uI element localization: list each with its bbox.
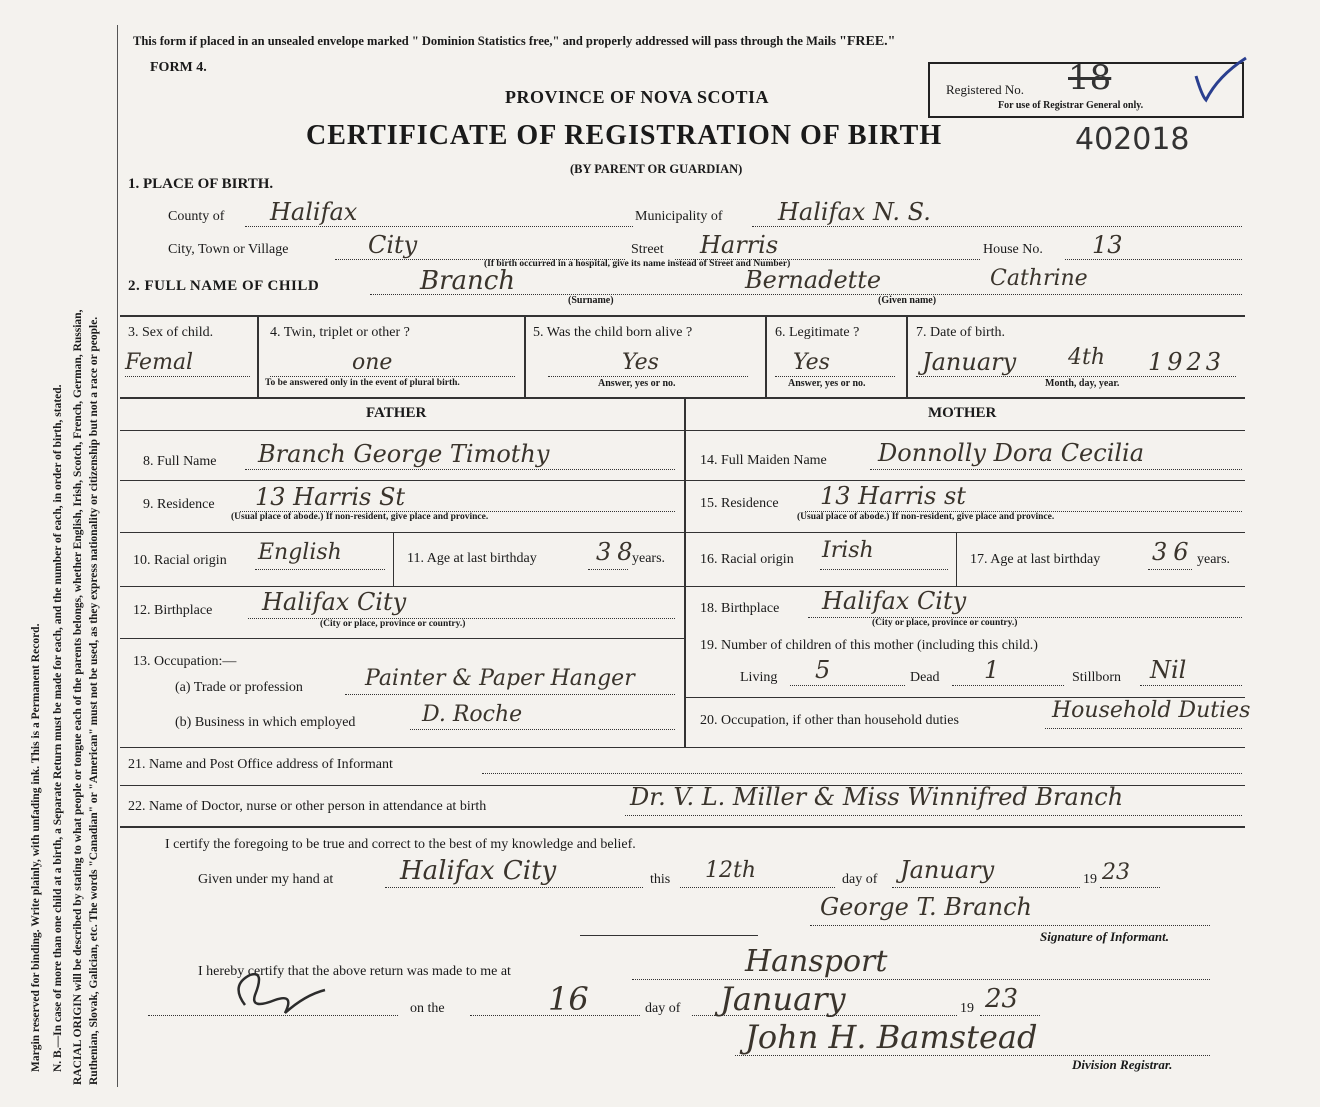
side-line-2: N. B.—In case of more than one child at a birth, a Separate Return must be made for each, and the number of each, in order of birth, stated. (52, 384, 64, 1072)
dob-month: January (922, 348, 1017, 376)
father-trade-label: (a) Trade or profession (175, 680, 303, 695)
registrar-note: For use of Registrar General only. (998, 100, 1144, 111)
sex-label: 3. Sex of child. (128, 325, 214, 340)
father-residence: 13 Harris St (255, 483, 406, 511)
document-subtitle: (BY PARENT OR GUARDIAN) (570, 162, 743, 176)
twin-label: 4. Twin, triplet or other ? (270, 325, 410, 340)
mother-occupation: Household Duties (1052, 698, 1251, 723)
legitimate-value: Yes (793, 350, 830, 375)
father-age: 38 (596, 538, 639, 566)
certify-day-label: day of (842, 872, 878, 887)
registrar-box (928, 58, 1244, 118)
father-business-label: (b) Business in which employed (175, 715, 356, 730)
registrar-caption: Division Registrar. (1072, 1057, 1173, 1072)
certify-statement: I certify the foregoing to be true and correct to the best of my knowledge and belief. (165, 837, 636, 852)
stillborn-value: Nil (1150, 656, 1187, 684)
city-label: City, Town or Village (168, 242, 289, 257)
place-of-birth-heading: 1. PLACE OF BIRTH. (128, 176, 274, 192)
mother-name-label: 14. Full Maiden Name (700, 453, 827, 468)
county-label: County of (168, 209, 225, 224)
registrar-statement: I hereby certify that the above return was made to me at (198, 964, 511, 979)
mother-residence-label: 15. Residence (700, 496, 779, 511)
registrar-year: 23 (985, 984, 1019, 1014)
father-racial-label: 10. Racial origin (133, 553, 227, 568)
mother-age: 36 (1152, 538, 1195, 566)
hospital-note: (If birth occurred in a hospital, give its name instead of Street and Number) (484, 259, 791, 269)
side-line-3: RACIAL ORIGIN will be described by stating to what people or tongue each of the parents belongs, whether English, Irish, Scotch, French, German, Russian, (72, 309, 84, 1085)
house-label: House No. (983, 242, 1043, 257)
alive-note: Answer, yes or no. (598, 378, 676, 389)
mother-residence-note: (Usual place of abode.) If non-resident, give place and province. (797, 512, 1055, 522)
municipality-value: Halifax N. S. (778, 198, 931, 226)
father-years: years. (632, 551, 666, 566)
alive-label: 5. Was the child born alive ? (533, 325, 693, 340)
father-age-label: 11. Age at last birthday (407, 551, 537, 566)
father-name: Branch George Timothy (258, 440, 550, 468)
twin-note: To be answered only in the event of plural birth. (265, 378, 460, 388)
father-name-label: 8. Full Name (143, 454, 217, 469)
registered-label: Registered No. (946, 82, 1024, 97)
stillborn-label: Stillborn (1072, 670, 1122, 685)
father-birthplace-note: (City or place, province or country.) (320, 619, 466, 629)
mother-years: years. (1197, 552, 1231, 567)
child-given-name-1: Bernadette (745, 266, 882, 294)
street-value: Harris (700, 231, 779, 259)
street-label: Street (631, 242, 664, 257)
father-residence-label: 9. Residence (143, 497, 215, 512)
children-label: 19. Number of children of this mother (including this child.) (700, 638, 1038, 653)
dob-label: 7. Date of birth. (916, 325, 1006, 340)
registrar-day-label: day of (645, 1001, 681, 1016)
mother-racial: Irish (822, 538, 874, 563)
father-trade: Painter & Paper Hanger (365, 666, 635, 691)
mail-free: "FREE." (839, 34, 896, 49)
mother-birthplace-label: 18. Birthplace (700, 601, 780, 616)
living-label: Living (740, 670, 778, 685)
sex-value: Femal (125, 350, 194, 375)
given-name-caption: (Given name) (878, 295, 937, 306)
dob-year: 1923 (1148, 348, 1226, 376)
mail-notice (133, 34, 895, 50)
certify-day: 12th (705, 858, 757, 883)
mother-residence: 13 Harris st (820, 482, 966, 510)
city-value: City (368, 231, 418, 259)
doctor-label: 22. Name of Doctor, nurse or other person in attendance at birth (128, 799, 487, 814)
father-racial: English (258, 540, 342, 565)
child-given-name-2: Cathrine (990, 266, 1088, 291)
living-value: 5 (815, 656, 831, 684)
side-line-4: Ruthenian, Slovak, Galician, etc. The words "Canadian" or "American" must not be used, as they express nationality or citizenship but not a race or people. (88, 316, 100, 1085)
informant-signature-caption: Signature of Informant. (1040, 929, 1169, 944)
registered-number: 18 (1068, 58, 1112, 98)
father-birthplace: Halifax City (262, 588, 407, 616)
mother-birthplace-note: (City or place, province or country.) (872, 618, 1018, 628)
father-heading: FATHER (366, 405, 427, 421)
registrar-on-label: on the (410, 1001, 445, 1016)
certify-month: January (900, 856, 995, 884)
check-mark-icon (1194, 56, 1254, 106)
doctor-value: Dr. V. L. Miller & Miss Winnifred Branch (630, 783, 1124, 811)
registrar-initial-scribble-icon (225, 965, 335, 1025)
county-value: Halifax (270, 198, 358, 226)
this-label: this (650, 872, 671, 887)
province-heading: PROVINCE OF NOVA SCOTIA (505, 87, 770, 107)
mother-name: Donnolly Dora Cecilia (878, 439, 1145, 467)
side-line-1: Margin reserved for binding. Write plainly, with unfading ink. This is a Permanent Record. (30, 623, 42, 1072)
dob-day: 4th (1068, 345, 1106, 370)
father-business: D. Roche (422, 702, 523, 727)
mail-notice-text: This form if placed in an unsealed envelope marked " Dominion Statistics free," and properly addressed will pass through the Mails (133, 34, 840, 48)
mother-racial-label: 16. Racial origin (700, 552, 794, 567)
registrar-day: 16 (548, 980, 589, 1018)
father-birthplace-label: 12. Birthplace (133, 603, 213, 618)
certificate-number: 402018 (1075, 122, 1190, 157)
document-title: CERTIFICATE OF REGISTRATION OF BIRTH (306, 120, 943, 151)
child-surname: Branch (420, 266, 516, 296)
form-number: FORM 4. (150, 60, 207, 75)
registrar-month: January (720, 980, 846, 1018)
margin-rule (117, 25, 118, 1087)
informant-signature: George T. Branch (820, 893, 1033, 921)
twin-value: one (352, 350, 393, 375)
informant-label: 21. Name and Post Office address of Informant (128, 757, 393, 772)
dob-note: Month, day, year. (1045, 378, 1120, 389)
given-under-label: Given under my hand at (198, 872, 334, 887)
alive-value: Yes (622, 350, 659, 375)
mother-occupation-label: 20. Occupation, if other than household duties (700, 713, 959, 728)
mother-heading: MOTHER (928, 405, 997, 421)
registrar-place: Hansport (745, 944, 888, 979)
child-name-label: 2. FULL NAME OF CHILD (128, 278, 320, 294)
legitimate-label: 6. Legitimate ? (775, 325, 860, 340)
registrar-signature: John H. Bamstead (745, 1018, 1038, 1056)
dead-label: Dead (910, 670, 940, 685)
house-value: 13 (1092, 231, 1123, 259)
dead-value: 1 (984, 656, 1000, 684)
father-residence-note: (Usual place of abode.) If non-resident, give place and province. (231, 512, 489, 522)
given-place: Halifax City (400, 856, 557, 886)
father-occupation-label: 13. Occupation:— (133, 654, 237, 669)
surname-caption: (Surname) (568, 295, 614, 306)
mother-age-label: 17. Age at last birthday (970, 552, 1101, 567)
mother-birthplace: Halifax City (822, 587, 967, 615)
certify-year-prefix: 19 (1083, 872, 1097, 887)
certify-year: 23 (1102, 860, 1130, 885)
side-margin (0, 0, 115, 1107)
municipality-label: Municipality of (635, 209, 723, 224)
registrar-year-prefix: 19 (960, 1001, 974, 1016)
legitimate-note: Answer, yes or no. (788, 378, 866, 389)
